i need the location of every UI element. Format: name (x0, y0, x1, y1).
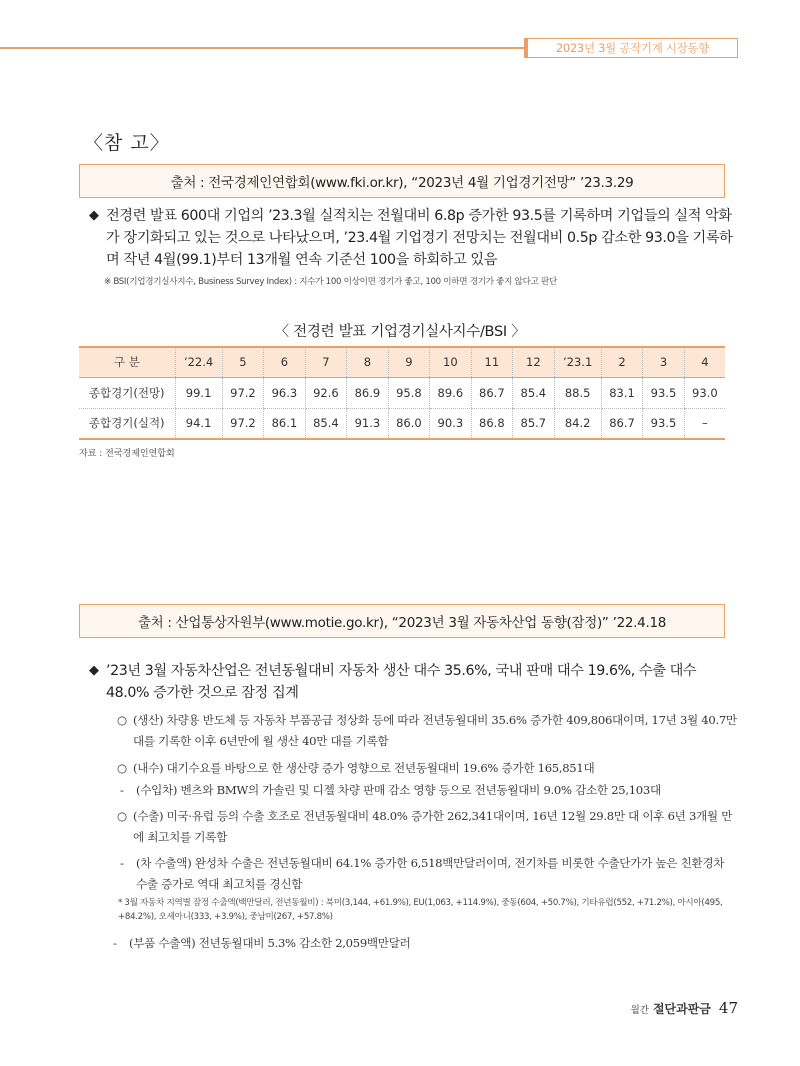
table-cell: 86.9 (347, 377, 388, 408)
table-cell: 90.3 (430, 408, 471, 439)
table-cell: 86.7 (601, 408, 642, 439)
list-item-text: (수입차) 벤츠와 BMW의 가솔린 및 디젤 차량 판매 감소 영향 등으로 전년동월대비 9.0% 감소한 25,103대 (136, 783, 661, 797)
page-number: 47 (718, 999, 738, 1017)
header-cell: 2 (601, 347, 642, 377)
header-cell: 6 (264, 347, 305, 377)
diamond-bullet-icon: ◆ (89, 663, 99, 678)
bullet-1 (89, 205, 739, 271)
header-cell: 9 (388, 347, 429, 377)
table-cell: 89.6 (430, 377, 471, 408)
header-cell: ’23.1 (554, 347, 601, 377)
circle-bullet-icon: ○ (117, 761, 127, 775)
bullet-1-text: 전경련 발표 600대 기업의 ’23.3월 실적치는 전월대비 6.8p 증가한 93.5를 기록하며 기업들의 실적 악화가 장기화되고 있는 것으로 나타났으며, ’23.4월 기업경기 전망치는 전월대비 0.5p 감소한 93.0을 기록하며 작년 4월(99.1)부터 13개월 연속 기준선 100을 하회하고 있음 (106, 208, 733, 268)
table-title: 〈 전경련 발표 기업경기실사지수/BSI 〉 (274, 324, 526, 340)
table-cell: 84.2 (554, 408, 601, 439)
reference-title: 〈참 고〉 (84, 132, 170, 154)
bullet-2 (89, 660, 739, 704)
running-header (524, 38, 738, 58)
table-row (79, 408, 725, 439)
table-cell: 91.3 (347, 408, 388, 439)
list-item-imported (120, 780, 737, 801)
table-row (79, 377, 725, 408)
list-item-parts-export (113, 933, 733, 954)
table-cell: 88.5 (554, 377, 601, 408)
header-cell: 7 (305, 347, 346, 377)
export-region-note: * 3월 자동차 지역별 잠정 수출액(백만달러, 전년동월비) : 북미(3,144, +61.9%), EU(1,063, +114.9%), 중동(604, +50.7%), 기타유럽(552, +71.2%), 아시아(495, +84.2%), 오세아니(333, +3.9%), 중남미(267, +57.8%) (118, 898, 723, 922)
bullet-2-text: ’23년 3월 자동차산업은 전년동월대비 자동차 생산 대수 35.6%, 국내 판매 대수 19.6%, 수출 대수 48.0% 증가한 것으로 잠정 집계 (106, 663, 697, 701)
dash-bullet-icon: - (120, 783, 124, 797)
list-item-export-value (120, 853, 737, 895)
header-rule (0, 47, 526, 49)
source-box-2: 출처 : 산업통상자원부(www.motie.go.kr), “2023년 3월 자동차산업 동향(잠정)” ’22.4.18 (79, 604, 725, 638)
table-cell: 종합경기(전망) (79, 377, 175, 408)
table-cell: 85.4 (513, 377, 554, 408)
table-cell: 97.2 (222, 377, 263, 408)
table-cell: – (684, 408, 725, 439)
header-cell: 3 (643, 347, 684, 377)
table-cell: 99.1 (175, 377, 222, 408)
list-item-production (117, 710, 737, 752)
table-cell: 95.8 (388, 377, 429, 408)
table-cell: 종합경기(실적) (79, 408, 175, 439)
list-item-text: (생산) 차량용 반도체 등 자동차 부품공급 정상화 등에 따라 전년동월대비 35.6% 증가한 409,806대이며, 17년 3월 40.7만대를 기록한 이후 6년만에 월 생산 40만 대를 기록함 (133, 713, 737, 748)
table-cell: 86.7 (471, 377, 512, 408)
circle-bullet-icon: ○ (117, 809, 127, 823)
table-cell: 85.7 (513, 408, 554, 439)
header-cell: 10 (430, 347, 471, 377)
header-cell: 8 (347, 347, 388, 377)
dash-bullet-icon: - (120, 856, 124, 870)
table-cell: 92.6 (305, 377, 346, 408)
table-cell: 97.2 (222, 408, 263, 439)
bsi-table (79, 346, 725, 440)
table-cell: 86.1 (264, 408, 305, 439)
circle-bullet-icon: ○ (117, 713, 127, 727)
header-cell: ’22.4 (175, 347, 222, 377)
dash-bullet-icon: - (113, 936, 117, 950)
header-cell: 11 (471, 347, 512, 377)
footer-magazine: 월간 (630, 1005, 649, 1016)
list-item-domestic (117, 758, 737, 779)
table-cell: 85.4 (305, 408, 346, 439)
footer-magazine-name: 절단과판금 (652, 1002, 711, 1016)
list-item-export (117, 806, 737, 848)
table-header-row (79, 347, 725, 377)
table-cell: 86.8 (471, 408, 512, 439)
table-cell: 83.1 (601, 377, 642, 408)
page-footer (631, 999, 738, 1017)
list-item-text: (차 수출액) 완성차 수출은 전년동월대비 64.1% 증가한 6,518백만달러이며, 전기차를 비롯한 수출단가가 높은 친환경차 수출 증가로 역대 최고치를 경신함 (136, 856, 725, 891)
source-box-1: 출처 : 전국경제인연합회(www.fki.or.kr), “2023년 4월 기업경기전망” ’23.3.29 (79, 164, 725, 198)
table-cell: 86.0 (388, 408, 429, 439)
header-cell: 구 분 (79, 347, 175, 377)
header-cell: 4 (684, 347, 725, 377)
table-cell: 93.5 (643, 377, 684, 408)
table-cell: 96.3 (264, 377, 305, 408)
header-cell: 12 (513, 347, 554, 377)
table-cell: 93.0 (684, 377, 725, 408)
table-cell: 93.5 (643, 408, 684, 439)
list-item-text: (부품 수출액) 전년동월대비 5.3% 감소한 2,059백만달러 (129, 936, 411, 950)
list-item-text: (내수) 대기수요를 바탕으로 한 생산량 증가 영향으로 전년동월대비 19.6% 증가한 165,851대 (133, 761, 595, 775)
table-cell: 94.1 (175, 408, 222, 439)
header-cell: 5 (222, 347, 263, 377)
bsi-note: ※ BSI(기업경기실사지수, Business Survey Index) : 지수가 100 이상이면 경기가 좋고, 100 이하면 경기가 좋지 않다고 판단 (104, 277, 558, 287)
running-header-label: 2023년 3월 공작기계 시장동향 (555, 41, 710, 55)
list-item-text: (수출) 미국·유럽 등의 수출 호조로 전년동월대비 48.0% 증가한 262,341대이며, 16년 12월 29.8만 대 이후 6년 3개월 만에 최고치를 기록함 (133, 809, 733, 844)
diamond-bullet-icon: ◆ (89, 208, 99, 223)
table-source: 자료 : 전국경제인연합회 (79, 449, 175, 459)
